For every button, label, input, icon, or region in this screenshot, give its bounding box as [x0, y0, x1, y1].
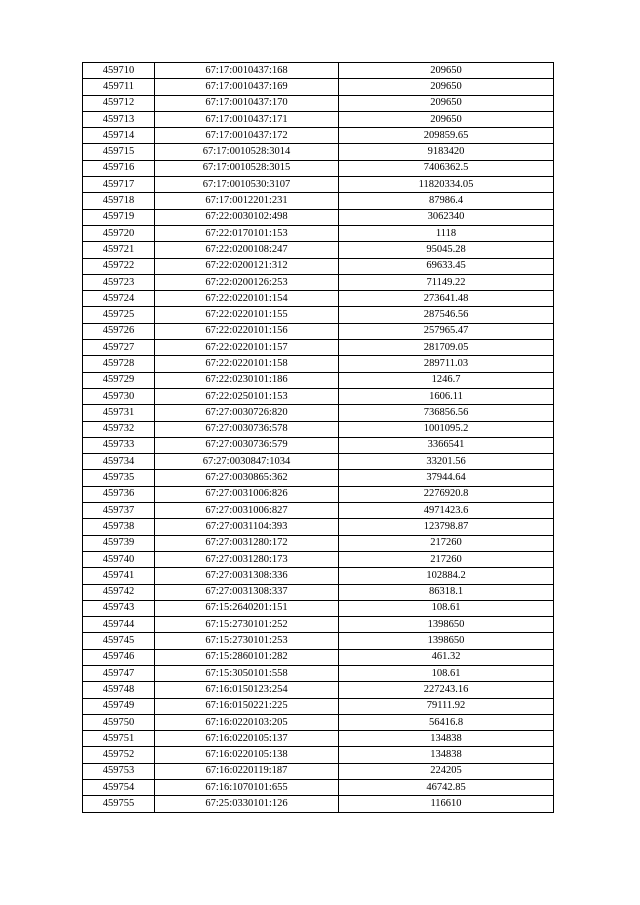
table-row: [83, 568, 554, 584]
table-row: [83, 79, 554, 95]
cadastral-value-table: [82, 62, 554, 813]
cadastral-number-cell: 67:17:0010530:3107: [155, 177, 339, 193]
row-number-cell: 459749: [83, 698, 155, 714]
cadastral-number-cell: 67:27:0031308:336: [155, 568, 339, 584]
cadastral-number-cell: 67:17:0010437:169: [155, 79, 339, 95]
row-number-cell: 459748: [83, 682, 155, 698]
cadastral-number-cell: 67:22:0200108:247: [155, 242, 339, 258]
table-row: [83, 274, 554, 290]
cadastral-number-cell: 67:22:0030102:498: [155, 209, 339, 225]
value-cell: 1398650: [339, 633, 554, 649]
row-number-cell: 459747: [83, 665, 155, 681]
row-number-cell: 459732: [83, 421, 155, 437]
cadastral-number-cell: 67:27:0031308:337: [155, 584, 339, 600]
table-row: [83, 633, 554, 649]
value-cell: 209650: [339, 63, 554, 79]
value-cell: 11820334.05: [339, 177, 554, 193]
value-cell: 102884.2: [339, 568, 554, 584]
cadastral-number-cell: 67:15:3050101:558: [155, 665, 339, 681]
table-row: [83, 388, 554, 404]
table-row: [83, 340, 554, 356]
row-number-cell: 459746: [83, 649, 155, 665]
cadastral-number-cell: 67:27:0031006:827: [155, 503, 339, 519]
table-row: [83, 600, 554, 616]
table-row: [83, 470, 554, 486]
table-row: [83, 209, 554, 225]
cadastral-number-cell: 67:15:2730101:252: [155, 617, 339, 633]
row-number-cell: 459710: [83, 63, 155, 79]
cadastral-number-cell: 67:27:0030736:578: [155, 421, 339, 437]
row-number-cell: 459717: [83, 177, 155, 193]
table-row: [83, 714, 554, 730]
value-cell: 1606.11: [339, 388, 554, 404]
table-body: [83, 63, 554, 813]
cadastral-number-cell: 67:27:0031006:826: [155, 486, 339, 502]
row-number-cell: 459745: [83, 633, 155, 649]
row-number-cell: 459719: [83, 209, 155, 225]
row-number-cell: 459739: [83, 535, 155, 551]
cadastral-number-cell: 67:17:0010437:168: [155, 63, 339, 79]
row-number-cell: 459750: [83, 714, 155, 730]
row-number-cell: 459721: [83, 242, 155, 258]
cadastral-number-cell: 67:16:0150123:254: [155, 682, 339, 698]
table-row: [83, 111, 554, 127]
row-number-cell: 459727: [83, 340, 155, 356]
row-number-cell: 459714: [83, 128, 155, 144]
value-cell: 123798.87: [339, 519, 554, 535]
cadastral-number-cell: 67:16:0220119:187: [155, 763, 339, 779]
value-cell: 209650: [339, 111, 554, 127]
row-number-cell: 459729: [83, 372, 155, 388]
table-row: [83, 486, 554, 502]
row-number-cell: 459734: [83, 454, 155, 470]
value-cell: 86318.1: [339, 584, 554, 600]
table-row: [83, 307, 554, 323]
table-row: [83, 665, 554, 681]
cadastral-number-cell: 67:16:0220103:205: [155, 714, 339, 730]
table-row: [83, 503, 554, 519]
row-number-cell: 459713: [83, 111, 155, 127]
value-cell: 217260: [339, 551, 554, 567]
cadastral-number-cell: 67:15:2860101:282: [155, 649, 339, 665]
cadastral-number-cell: 67:22:0220101:156: [155, 323, 339, 339]
value-cell: 227243.16: [339, 682, 554, 698]
value-cell: 217260: [339, 535, 554, 551]
row-number-cell: 459744: [83, 617, 155, 633]
cadastral-number-cell: 67:16:1070101:655: [155, 780, 339, 796]
cadastral-number-cell: 67:22:0220101:158: [155, 356, 339, 372]
cadastral-number-cell: 67:27:0030736:579: [155, 437, 339, 453]
cadastral-number-cell: 67:16:0220105:138: [155, 747, 339, 763]
row-number-cell: 459724: [83, 291, 155, 307]
row-number-cell: 459738: [83, 519, 155, 535]
cadastral-number-cell: 67:17:0010528:3015: [155, 160, 339, 176]
value-cell: 3062340: [339, 209, 554, 225]
cadastral-number-cell: 67:22:0220101:154: [155, 291, 339, 307]
row-number-cell: 459718: [83, 193, 155, 209]
cadastral-number-cell: 67:17:0012201:231: [155, 193, 339, 209]
table-row: [83, 454, 554, 470]
table-row: [83, 584, 554, 600]
cadastral-number-cell: 67:15:2730101:253: [155, 633, 339, 649]
cadastral-number-cell: 67:27:0031280:172: [155, 535, 339, 551]
value-cell: 69633.45: [339, 258, 554, 274]
value-cell: 287546.56: [339, 307, 554, 323]
table-row: [83, 160, 554, 176]
value-cell: 281709.05: [339, 340, 554, 356]
value-cell: 95045.28: [339, 242, 554, 258]
row-number-cell: 459723: [83, 274, 155, 290]
cadastral-number-cell: 67:27:0031104:393: [155, 519, 339, 535]
value-cell: 209650: [339, 79, 554, 95]
table-row: [83, 519, 554, 535]
row-number-cell: 459753: [83, 763, 155, 779]
row-number-cell: 459755: [83, 796, 155, 812]
value-cell: 108.61: [339, 600, 554, 616]
cadastral-number-cell: 67:22:0220101:155: [155, 307, 339, 323]
value-cell: 108.61: [339, 665, 554, 681]
cadastral-number-cell: 67:16:0220105:137: [155, 731, 339, 747]
row-number-cell: 459725: [83, 307, 155, 323]
table-row: [83, 551, 554, 567]
row-number-cell: 459735: [83, 470, 155, 486]
table-row: [83, 242, 554, 258]
row-number-cell: 459752: [83, 747, 155, 763]
value-cell: 9183420: [339, 144, 554, 160]
value-cell: 134838: [339, 731, 554, 747]
cadastral-number-cell: 67:16:0150221:225: [155, 698, 339, 714]
cadastral-number-cell: 67:15:2640201:151: [155, 600, 339, 616]
row-number-cell: 459711: [83, 79, 155, 95]
value-cell: 71149.22: [339, 274, 554, 290]
table-row: [83, 144, 554, 160]
table-row: [83, 747, 554, 763]
value-cell: 33201.56: [339, 454, 554, 470]
row-number-cell: 459737: [83, 503, 155, 519]
value-cell: 56416.8: [339, 714, 554, 730]
value-cell: 3366541: [339, 437, 554, 453]
cadastral-number-cell: 67:25:0330101:126: [155, 796, 339, 812]
cadastral-number-cell: 67:27:0030726:820: [155, 405, 339, 421]
value-cell: 209650: [339, 95, 554, 111]
value-cell: 79111.92: [339, 698, 554, 714]
cadastral-number-cell: 67:17:0010437:171: [155, 111, 339, 127]
value-cell: 134838: [339, 747, 554, 763]
table-row: [83, 291, 554, 307]
row-number-cell: 459742: [83, 584, 155, 600]
value-cell: 1118: [339, 225, 554, 241]
table-row: [83, 193, 554, 209]
table-row: [83, 63, 554, 79]
table-row: [83, 617, 554, 633]
value-cell: 257965.47: [339, 323, 554, 339]
value-cell: 736856.56: [339, 405, 554, 421]
row-number-cell: 459716: [83, 160, 155, 176]
table-row: [83, 372, 554, 388]
value-cell: 1246.7: [339, 372, 554, 388]
table-row: [83, 780, 554, 796]
row-number-cell: 459754: [83, 780, 155, 796]
value-cell: 1398650: [339, 617, 554, 633]
value-cell: 37944.64: [339, 470, 554, 486]
cadastral-number-cell: 67:22:0250101:153: [155, 388, 339, 404]
value-cell: 273641.48: [339, 291, 554, 307]
value-cell: 2276920.8: [339, 486, 554, 502]
value-cell: 461.32: [339, 649, 554, 665]
row-number-cell: 459741: [83, 568, 155, 584]
row-number-cell: 459751: [83, 731, 155, 747]
value-cell: 7406362.5: [339, 160, 554, 176]
row-number-cell: 459722: [83, 258, 155, 274]
table-row: [83, 177, 554, 193]
cadastral-number-cell: 67:17:0010437:170: [155, 95, 339, 111]
cadastral-number-cell: 67:17:0010437:172: [155, 128, 339, 144]
table-row: [83, 95, 554, 111]
table-row: [83, 731, 554, 747]
cadastral-number-cell: 67:22:0230101:186: [155, 372, 339, 388]
row-number-cell: 459736: [83, 486, 155, 502]
cadastral-number-cell: 67:27:0030847:1034: [155, 454, 339, 470]
table-row: [83, 796, 554, 812]
table-row: [83, 128, 554, 144]
row-number-cell: 459715: [83, 144, 155, 160]
table-row: [83, 258, 554, 274]
value-cell: 116610: [339, 796, 554, 812]
cadastral-number-cell: 67:27:0030865:362: [155, 470, 339, 486]
table-row: [83, 649, 554, 665]
value-cell: 1001095.2: [339, 421, 554, 437]
table-row: [83, 356, 554, 372]
cadastral-number-cell: 67:22:0200121:312: [155, 258, 339, 274]
cadastral-number-cell: 67:22:0170101:153: [155, 225, 339, 241]
cadastral-number-cell: 67:17:0010528:3014: [155, 144, 339, 160]
row-number-cell: 459730: [83, 388, 155, 404]
row-number-cell: 459726: [83, 323, 155, 339]
value-cell: 4971423.6: [339, 503, 554, 519]
row-number-cell: 459733: [83, 437, 155, 453]
row-number-cell: 459728: [83, 356, 155, 372]
table-row: [83, 421, 554, 437]
table-row: [83, 698, 554, 714]
table-row: [83, 763, 554, 779]
row-number-cell: 459740: [83, 551, 155, 567]
table-row: [83, 682, 554, 698]
table-row: [83, 535, 554, 551]
value-cell: 289711.03: [339, 356, 554, 372]
value-cell: 209859.65: [339, 128, 554, 144]
table-row: [83, 437, 554, 453]
table-row: [83, 323, 554, 339]
value-cell: 224205: [339, 763, 554, 779]
cadastral-number-cell: 67:22:0220101:157: [155, 340, 339, 356]
table-row: [83, 225, 554, 241]
row-number-cell: 459731: [83, 405, 155, 421]
row-number-cell: 459712: [83, 95, 155, 111]
value-cell: 46742.85: [339, 780, 554, 796]
table-row: [83, 405, 554, 421]
row-number-cell: 459743: [83, 600, 155, 616]
cadastral-number-cell: 67:22:0200126:253: [155, 274, 339, 290]
row-number-cell: 459720: [83, 225, 155, 241]
cadastral-number-cell: 67:27:0031280:173: [155, 551, 339, 567]
value-cell: 87986.4: [339, 193, 554, 209]
